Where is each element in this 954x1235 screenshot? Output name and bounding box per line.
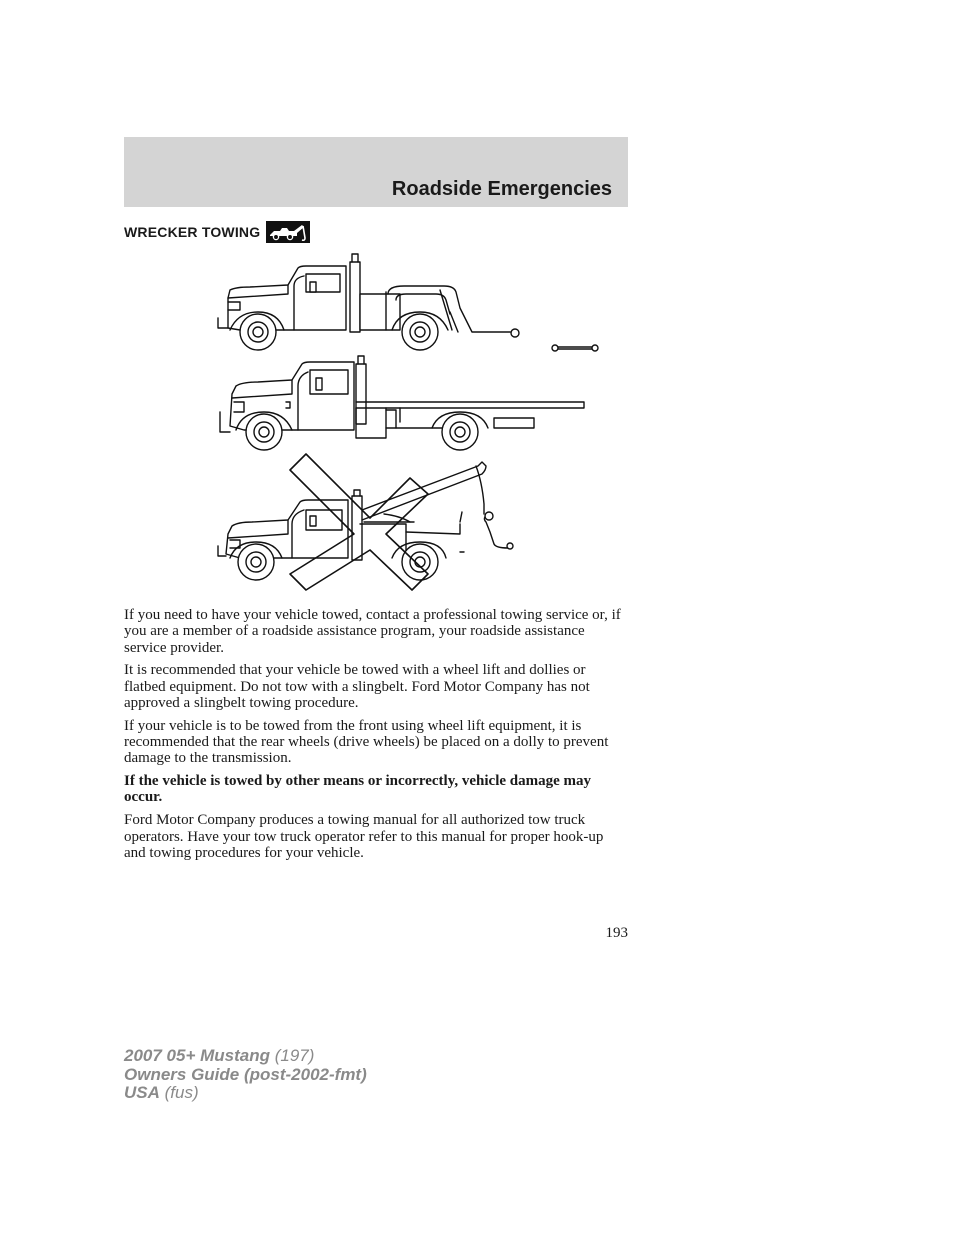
paragraph-front-towing: If your vehicle is to be towed from the front using wheel lift equipment, it is recommended that the rear wheels (drive wheels) be placed on a dolly to prevent damage to the transmission. bbox=[124, 717, 609, 767]
footer-line-3 bbox=[124, 1084, 367, 1103]
towing-illustration-svg bbox=[210, 252, 610, 594]
paragraph-contact-towing: If you need to have your vehicle towed, contact a professional towing service or, if you are a member of a roadside assistance program, your roadside assistance service provider. bbox=[124, 607, 621, 656]
footer-market: USA bbox=[124, 1083, 160, 1102]
page-number: 193 bbox=[605, 925, 628, 941]
subheading bbox=[124, 220, 310, 244]
footer-market-code: (fus) bbox=[164, 1083, 199, 1102]
footer-model-code: (197) bbox=[274, 1046, 315, 1065]
slingbelt-tow-truck bbox=[218, 462, 513, 580]
header-band bbox=[124, 137, 628, 207]
wheel-lift-tow-truck bbox=[218, 254, 519, 350]
towing-illustration bbox=[210, 252, 610, 594]
paragraph-warning: If the vehicle is towed by other means or incorrectly, vehicle damage may occur. bbox=[124, 773, 592, 806]
paragraph-recommended-equipment: It is recommended that your vehicle be towed with a wheel lift and dollies or flatbed equipment. Do not tow with a slingbelt. Ford Motor Company has not approved a slingbelt towing procedure. bbox=[124, 662, 590, 711]
footer bbox=[124, 1047, 367, 1103]
body-text bbox=[124, 607, 624, 868]
footer-guide: Owners Guide (post-2002-fmt) bbox=[124, 1064, 367, 1084]
subheading-text: WRECKER TOWING bbox=[124, 224, 261, 240]
section-title: Roadside Emergencies bbox=[391, 178, 612, 200]
footer-line-1 bbox=[124, 1047, 367, 1066]
footer-model: 2007 05+ Mustang bbox=[124, 1046, 270, 1065]
flatbed-tow-truck bbox=[220, 356, 584, 450]
footer-line-2 bbox=[124, 1066, 367, 1085]
tow-truck-icon bbox=[266, 221, 310, 243]
dolly-bar bbox=[552, 345, 598, 351]
paragraph-towing-manual: Ford Motor Company produces a towing manual for all authorized tow truck operators. Have your tow truck operator refer to this manual for proper hook-up and towing procedures for your vehicle. bbox=[124, 812, 604, 861]
